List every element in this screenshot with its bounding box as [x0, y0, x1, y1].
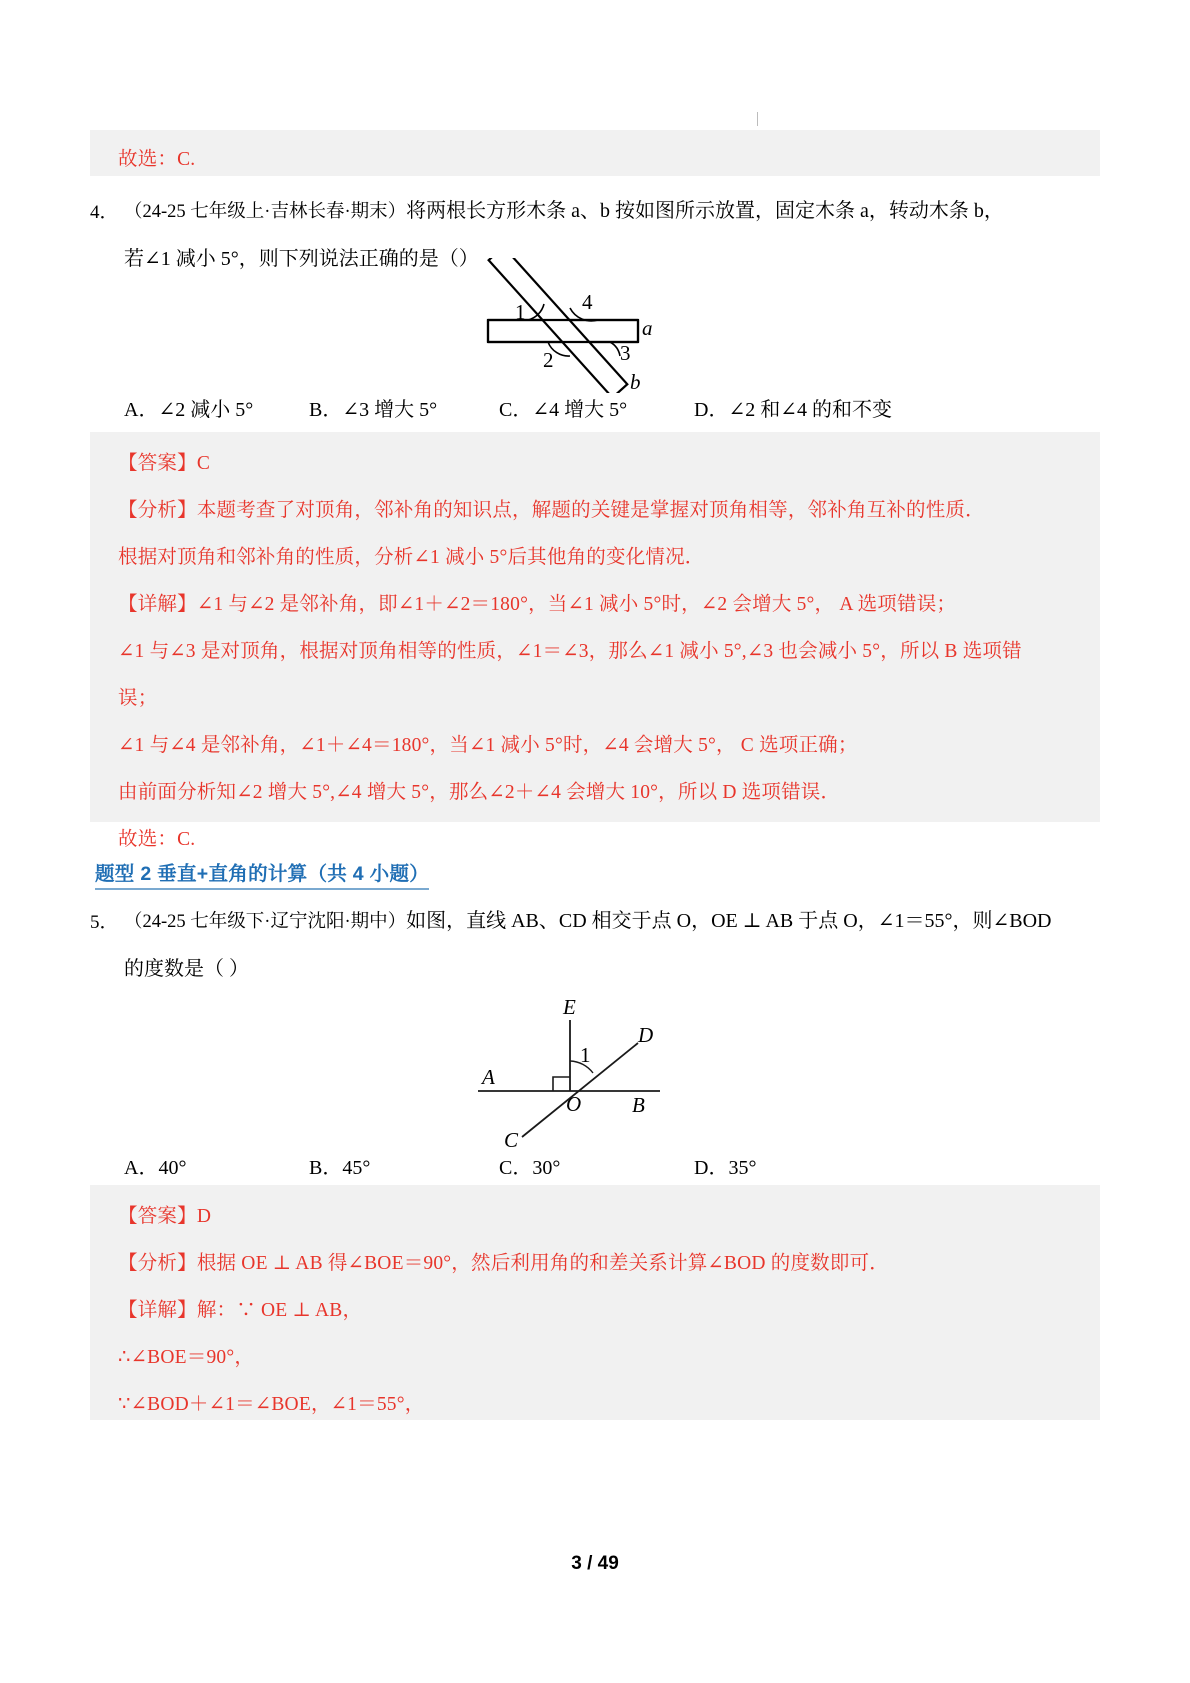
- detail-text-5-1: 解：∵ OE ⊥ AB，: [196, 1300, 363, 1321]
- question-5-option-c[interactable]: C．30°: [499, 1157, 561, 1179]
- figure-4-angle-2: 2: [543, 348, 554, 372]
- detail-tag-5: 【详解】: [118, 1300, 197, 1321]
- question-5-option-a[interactable]: A．40°: [124, 1157, 187, 1179]
- question-4-analysis-row-2: 根据对顶角和邻补角的性质，分析∠1 减小 5°后其他角的变化情况．: [118, 547, 705, 568]
- figure-4-label-b: b: [630, 370, 641, 394]
- figure-5-label-E: E: [563, 995, 576, 1019]
- question-4-detail-row-4: ∠1 与∠4 是邻补角，∠1＋∠4＝180°，当∠1 减小 5°时，∠4 会增大 5°， C 选项正确；: [118, 735, 858, 756]
- question-5-detail-row-2: ∴∠BOE＝90°，: [118, 1347, 255, 1368]
- question-4-option-d[interactable]: D．∠2 和∠4 的和不变: [694, 399, 892, 421]
- figure-4-angle-4: 4: [582, 290, 593, 314]
- previous-answer-block: [90, 130, 1100, 176]
- question-4-analysis-row-1: [118, 487, 1072, 534]
- question-4-option-c[interactable]: C．∠4 增大 5°: [499, 399, 628, 421]
- question-4-detail-row-5: 由前面分析知∠2 增大 5°,∠4 增大 5°，那么∠2＋∠4 会增大 10°，所以 D 选项错误．: [118, 782, 841, 803]
- question-5-stem-line2: 的度数是（ ）: [124, 958, 249, 980]
- page-margin-tick: [757, 112, 758, 126]
- answer-tag-5: 【答案】: [118, 1206, 197, 1227]
- question-4-answer-row: [118, 440, 1072, 487]
- analysis-tag-5: 【分析】: [118, 1253, 197, 1274]
- answer-value-4: C: [196, 453, 211, 474]
- figure-4-label-a: a: [642, 316, 653, 340]
- question-4-detail-row-2: ∠1 与∠3 是对顶角，根据对顶角相等的性质，∠1＝∠3，那么∠1 减小 5°,∠3 也会减小 5°，所以 B 选项错: [118, 641, 1022, 662]
- detail-tag-4: 【详解】: [118, 594, 197, 615]
- answer-value-5: D: [196, 1206, 212, 1227]
- analysis-text-5-1: 根据 OE ⊥ AB 得∠BOE＝90°，然后利用角的和差关系计算∠BOD 的度数即可．: [196, 1253, 889, 1274]
- question-4-stem-line2: 若∠1 减小 5°，则下列说法正确的是（）: [124, 248, 479, 270]
- question-4-answer-block: [90, 432, 1100, 850]
- question-5: [90, 898, 1100, 993]
- figure-5-label-C: C: [504, 1128, 519, 1152]
- analysis-tag-4: 【分析】: [118, 500, 197, 521]
- question-5-option-b[interactable]: B．45°: [309, 1157, 371, 1179]
- figure-5-label-O: O: [566, 1092, 582, 1116]
- figure-4-angle-3: 3: [620, 341, 631, 365]
- figure-5-label-A: A: [482, 1065, 495, 1089]
- question-4-detail-row-3: 误；: [118, 688, 158, 709]
- question-4-option-a[interactable]: A．∠2 减小 5°: [124, 399, 254, 421]
- question-5-source: （24-25 七年级下·辽宁沈阳·期中）: [124, 912, 407, 932]
- question-4-figure: [470, 258, 680, 393]
- question-5-stem-line1: [124, 898, 1100, 946]
- question-5-detail-row-1: [118, 1287, 1072, 1334]
- question-4-options: [90, 390, 1134, 430]
- question-5-analysis-row-1: [118, 1240, 1072, 1287]
- figure-5-angle-1: 1: [580, 1043, 591, 1067]
- question-5-option-d[interactable]: D．35°: [694, 1157, 757, 1179]
- question-4-source: （24-25 七年级上·吉林长春·期末）: [124, 202, 407, 222]
- figure-4-angle-1: 1: [515, 300, 526, 324]
- question-5-answer-row: [118, 1193, 1072, 1240]
- question-4-stem-text1: 将两根长方形木条 a、b 按如图所示放置，固定木条 a，转动木条 b，: [406, 200, 1004, 222]
- question-5-figure: [460, 995, 690, 1155]
- question-5-stem-text1: 如图，直线 AB、CD 相交于点 O，OE ⊥ AB 于点 O，∠1＝55°，则∠BOD: [406, 910, 1052, 932]
- detail-text-4-1: ∠1 与∠2 是邻补角，即∠1＋∠2＝180°，当∠1 减小 5°时，∠2 会增大 5°， A 选项错误；: [196, 594, 957, 615]
- previous-conclusion: 故选：C.: [118, 149, 196, 170]
- question-5-index: 5．: [90, 912, 119, 933]
- question-5-options: [90, 1148, 1134, 1188]
- question-4-conclusion: 故选：C.: [118, 829, 196, 850]
- section-header-title: 题型 2 垂直+直角的计算（共 4 小题）: [95, 858, 429, 890]
- answer-tag-4: 【答案】: [118, 453, 197, 474]
- question-4-option-b[interactable]: B．∠3 增大 5°: [309, 399, 438, 421]
- question-4-index: 4．: [90, 202, 119, 223]
- question-5-detail-row-3: ∵∠BOD＋∠1＝∠BOE，∠1＝55°，: [118, 1394, 425, 1415]
- figure-5-label-D: D: [638, 1023, 654, 1047]
- figure-5-label-B: B: [632, 1093, 645, 1117]
- question-4-stem-line1: [124, 188, 1100, 236]
- page-footer: 3 / 49: [571, 1553, 619, 1574]
- section-header-wrap: [95, 858, 429, 890]
- question-4-detail-row-1: [118, 581, 1072, 628]
- question-5-answer-block: [90, 1185, 1100, 1420]
- analysis-text-4-1: 本题考查了对顶角，邻补角的知识点，解题的关键是掌握对顶角相等，邻补角互补的性质．: [196, 500, 985, 521]
